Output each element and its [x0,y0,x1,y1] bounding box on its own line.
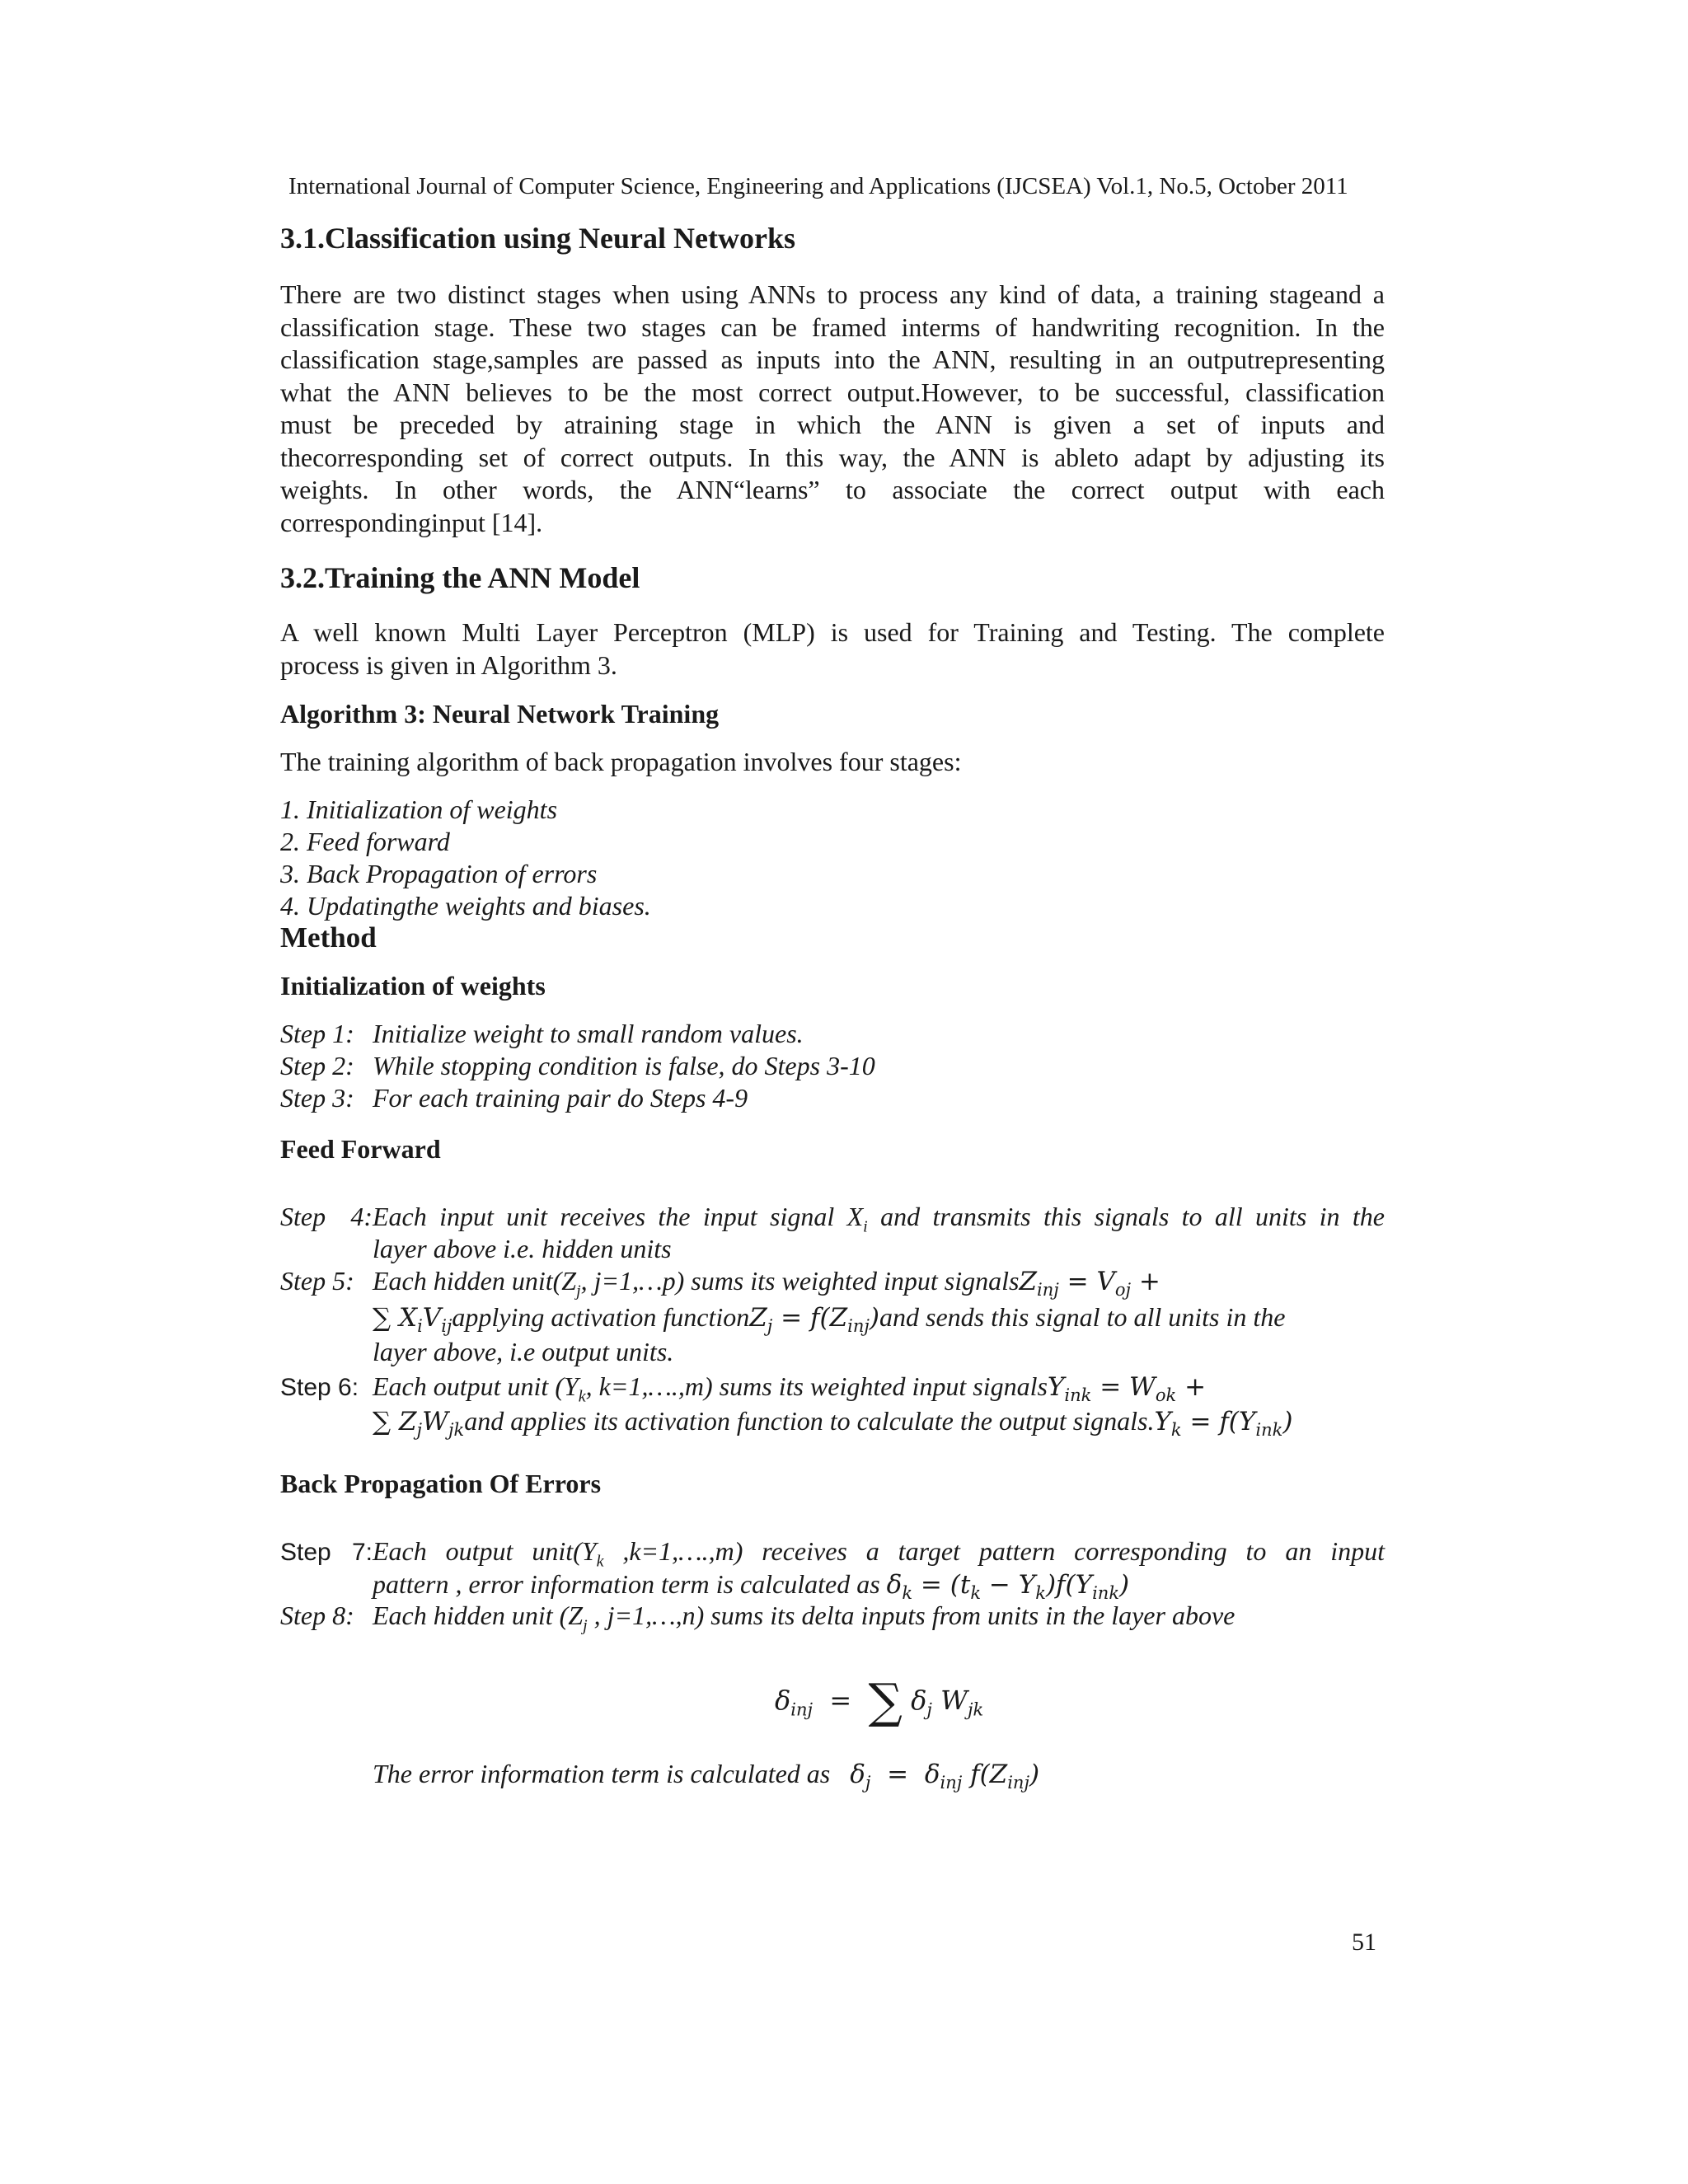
step-text: While stopping condition is false, do Steps 3-10 [373,1051,875,1080]
step-text: Initialize weight to small random values. [373,1019,804,1048]
step-label: Step 2: [280,1051,354,1080]
step-text: and applies its activation function to calculate the output signals. [464,1406,1155,1436]
step-label: Step 1: [280,1019,354,1048]
step-label: Step 8: [280,1601,354,1630]
step-text: Each hidden unit (Z [373,1601,584,1630]
back-prop-title: Back Propagation Of Errors [280,1469,602,1498]
method-title: Method [280,921,377,954]
step-text: and transmits this signals to all units in the [867,1202,1386,1231]
sigma-symbol: ∑ [868,1673,903,1729]
step-2 [280,1051,1385,1081]
step-text: Each hidden unit(Z [373,1266,577,1296]
journal-header: International Journal of Computer Science, Engineering and Applications (IJCSEA) Vol.1, No.5, October 2011 [288,173,1348,199]
paragraph-line: A well known Multi Layer Perceptron (MLP) is used for Training and Testing. The complete [280,617,1385,647]
section-32-title: 3.2.Training the ANN Model [280,561,640,594]
step-text: The error information term is calculated as [373,1759,837,1788]
step-label: Step 3: [280,1083,354,1113]
subscript: k [596,1552,604,1571]
equation: $\delta_k = (t_k - Y_k)f(Y_{ink})$ [886,1570,1130,1604]
step-7-cont [373,1569,1385,1603]
step-text: ,k=1,….,m) receives a target pattern corresponding to an input [603,1536,1386,1566]
step-6-cont [373,1406,1385,1440]
step-label: Step 5: [280,1266,354,1296]
paragraph-line: classification stage. These two stages can be framed interms of handwriting recognition. In the [280,312,1385,342]
step-4 [280,1202,1385,1236]
paragraph-line: weights. In other words, the ANN“learns” to associate the correct output with each [280,475,1385,504]
equation: $Y_{ink} = W_{ok}$ + [1047,1372,1207,1406]
step-text: and sends this signal to all units in the [879,1302,1286,1332]
step-5 [280,1266,1385,1301]
section-32-paragraph [280,616,1385,682]
step-text: , k=1,….,m) sums its weighted input signals [585,1371,1048,1401]
step-3 [280,1083,1385,1113]
step-text: Each output unit (Y [373,1371,579,1401]
equation: $Y_k = f(Y_{ink})$ [1154,1407,1293,1441]
subscript: j [576,1282,581,1301]
step-text: applying activation function [452,1302,750,1332]
step-1 [280,1019,1385,1049]
subscript: k [578,1387,586,1406]
step-text: Each output unit(Y [373,1536,597,1566]
equation: $\delta_j = \delta_{inj}$ $f(Z_{inj})$ [850,1760,1040,1793]
stage-item: 3. Back Propagation of errors [280,859,598,888]
stage-item: 4. Updatingthe weights and biases. [280,891,651,921]
paragraph-line: correspondinginput [14]. [280,507,543,537]
subscript: j [583,1616,588,1635]
step-text: pattern , error information term is calculated as [373,1569,887,1599]
paragraph-line: process is given in Algorithm 3. [280,649,617,680]
algorithm-intro: The training algorithm of back propagation involves four stages: [280,747,962,776]
paragraph-line: what the ANN believes to be the most correct output.However, to be successful, classification [280,377,1385,407]
delta-inj-equation: $\delta_{inj}$ = ∑ $\delta_j$ $W_{jk}$ [775,1673,984,1729]
step-7 [280,1536,1385,1571]
paragraph-line: There are two distinct stages when using ANNs to process any kind of data, a training stageand a [280,279,1385,309]
paragraph-line: must be preceded by atraining stage in which the ANN is given a set of inputs and [280,410,1385,439]
step-5-cont-1 [373,1302,1385,1336]
section-31-title: 3.1.Classification using Neural Networks [280,222,796,255]
paragraph-line: thecorresponding set of correct outputs. In this way, the ANN is ableto adapt by adjusting its [280,442,1385,472]
step-5-cont-2: layer above, i.e output units. [373,1337,674,1366]
error-term-line [373,1759,1385,1793]
step-label: Step 4: [280,1202,373,1231]
step-6 [280,1371,1385,1406]
page-number: 51 [1352,1929,1376,1956]
step-label: Step 6: [280,1374,359,1401]
equation: ∑ $X_iV_{ij}$ [373,1303,452,1337]
step-text: For each training pair do Steps 4-9 [373,1083,748,1113]
step-text: , j=1,…p) sums its weighted input signals [580,1266,1020,1296]
stage-item: 1. Initialization of weights [280,794,558,824]
step-label: Step 7: [280,1539,373,1566]
section-31-paragraph [280,279,1385,539]
equation: $Z_{inj} = V_{oj}$ + [1019,1267,1160,1301]
algorithm-title: Algorithm 3: Neural Network Training [280,699,720,729]
step-text: , j=1,…,n) sums its delta inputs from units in the layer above [587,1601,1236,1630]
step-8 [280,1601,1385,1635]
feed-forward-title: Feed Forward [280,1134,441,1164]
step-text: Each input unit receives the input signal X [373,1202,864,1231]
equation: ∑ $Z_jW_{jk}$ [373,1407,465,1441]
equation: $Z_j = f(Z_{inj})$ [749,1303,879,1337]
step-4-cont: layer above i.e. hidden units [373,1234,672,1263]
subscript: i [863,1217,868,1236]
paragraph-line: classification stage,samples are passed as inputs into the ANN, resulting in an outputrepresenting [280,344,1385,374]
init-weights-title: Initialization of weights [280,971,546,1001]
stage-item: 2. Feed forward [280,827,450,856]
